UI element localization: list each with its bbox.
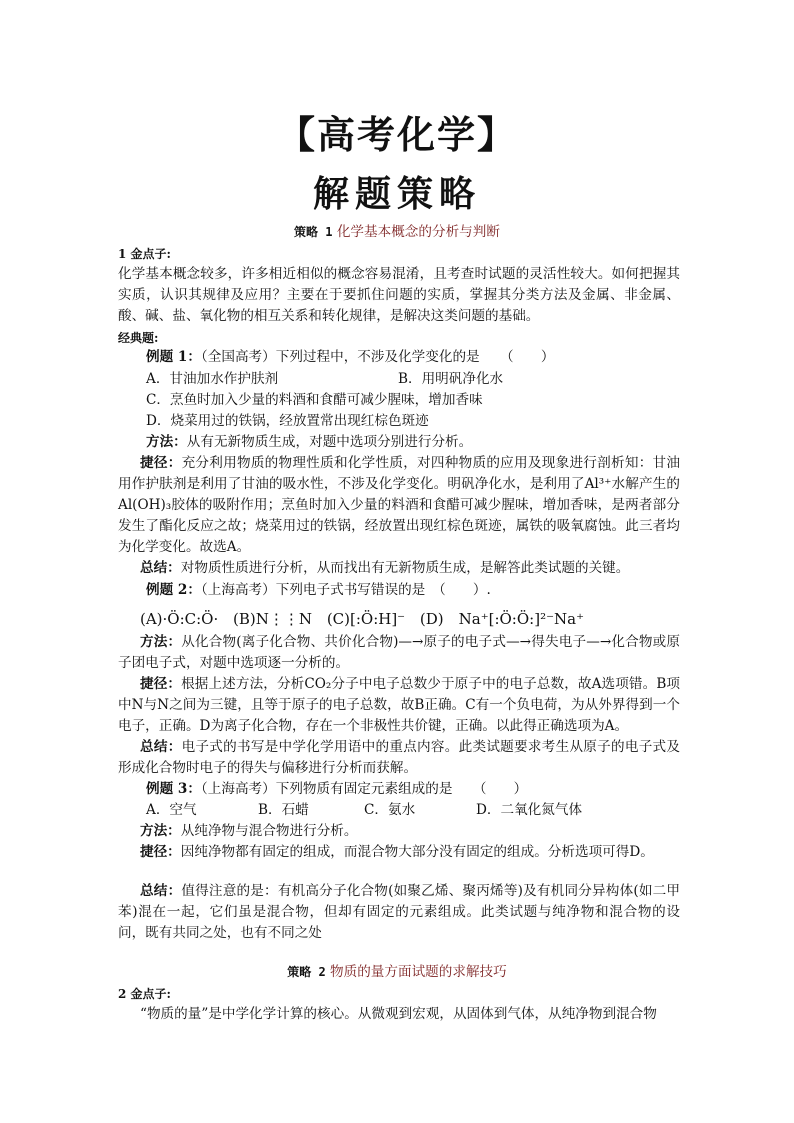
example-2-summary	[118, 737, 680, 779]
example-1-method-text: 从有无新物质生成，对题中选项分别进行分析。	[186, 434, 473, 450]
example-2-shortcut-text: 根据上述方法，分析CO₂分子中电子总数少于原子中的电子总数，故A选项错。B项中N与N之间为三键，且等于原子的电子总数，故B正确。C有一个负电荷，为从外界得到一个电子，正确。D为离子化合物，存在一个非极性共价键，正确。以此得正确选项为A。	[118, 676, 680, 734]
gold-point-2-label: 2 金点子:	[118, 987, 171, 1001]
example-1-summary-label: 总结：	[140, 560, 181, 576]
example-1-option-a: A．甘油加水作护肤剂	[146, 371, 279, 387]
example-1-option-b: B．用明矾净化水	[398, 371, 504, 387]
formula-option-a: (A)·Ö:C:Ö·	[140, 610, 219, 628]
example-2-summary-text: 电子式的书写是中学化学用语中的重点内容。此类试题要求考生从原子的电子式及形成化合物时电子的得失与偏移进行分析而获解。	[118, 739, 681, 776]
example-1-question: （全国高考）下列过程中，不涉及化学变化的是 （ ）	[200, 349, 555, 365]
example-3-shortcut	[118, 842, 702, 863]
example-3-shortcut-text: 因纯净物都有固定的组成，而混合物大部分没有固定的组成。分析选项可得D。	[180, 844, 654, 860]
example-1-summary	[118, 558, 702, 579]
strategy-2-intro: “物质的量”是中学化学计算的核心。从微观到宏观，从固体到气体，从纯净物到混合物	[140, 1006, 657, 1022]
example-3-method-text: 从纯净物与混合物进行分析。	[180, 823, 358, 839]
formula-option-c: (C)[:Ö:H]⁻	[326, 610, 406, 628]
example-1-method	[118, 432, 708, 453]
example-1-label: 例题 1：	[146, 349, 201, 365]
strategy-1-label: 策略 1	[294, 225, 333, 239]
example-3-shortcut-label: 捷径：	[140, 844, 181, 860]
example-3-options	[118, 800, 708, 821]
gold-point-1-label: 1 金点子:	[118, 247, 171, 261]
example-3-summary-text: 值得注意的是：有机高分子化合物(如聚乙烯、聚丙烯等)及有机同分异构体(如二甲苯)混在一起，它们虽是混合物，但却有固定的元素组成。此类试题与纯净物和混合物的设问，既有共同之处，也有不同之处	[118, 883, 681, 941]
strategy-1-heading	[0, 222, 794, 243]
example-1-options-ab	[118, 369, 708, 390]
strategy-1-title: 化学基本概念的分析与判断	[336, 224, 500, 240]
example-1-shortcut-text: 充分利用物质的物理性质和化学性质，对四种物质的应用及现象进行剖析知：甘油用作护肤剂是利用了甘油的吸水性，不涉及化学变化。明矾净化水，是利用了Al³⁺水解产生的Al(OH)₃胶体的吸附作用；烹鱼时加入少量的料酒和食醋可减少腥味，增加香味，是两者部分发生了酯化反应之故；烧菜用过的铁锅，经放置出现红棕色斑迹，属铁的吸氧腐蚀。此三者均为化学变化。故选A。	[118, 455, 681, 555]
strategy-2-title: 物质的量方面试题的求解技巧	[330, 964, 507, 980]
example-3-option-b: B．石蜡	[258, 802, 309, 818]
example-1-shortcut-label: 捷径：	[140, 455, 182, 471]
example-2-shortcut	[118, 674, 680, 737]
example-2-stem	[118, 580, 708, 601]
electron-formula-options	[140, 608, 594, 629]
example-2-method	[118, 632, 680, 674]
strategy-2-label: 策略 2	[287, 965, 326, 979]
example-2-label: 例题 2：	[146, 582, 201, 598]
example-2-question: （上海高考）下列电子式书写错误的是 （ ）.	[200, 582, 491, 598]
document-title: 【高考化学】	[276, 112, 517, 157]
example-3-summary-label: 总结：	[140, 883, 182, 899]
example-3-method-label: 方法：	[140, 823, 181, 839]
formula-option-b: (B)N⋮⋮N	[233, 610, 313, 628]
example-1-option-d: D．烧菜用过的铁锅，经放置常出现红棕色斑迹	[146, 413, 429, 429]
example-3-option-a: A．空气	[146, 802, 197, 818]
example-2-summary-label: 总结：	[140, 739, 182, 755]
example-3-method	[118, 821, 702, 842]
strategy-2-heading	[0, 962, 794, 983]
example-2-method-text: 从化合物(离子化合物、共价化合物)—→原子的电子式—→得失电子—→化合物或原子团电子式，对题中选项逐一分析的。	[118, 634, 681, 671]
example-3-summary	[118, 881, 680, 944]
example-2-shortcut-label: 捷径：	[140, 676, 182, 692]
example-1-method-label: 方法：	[146, 434, 187, 450]
example-1-shortcut	[118, 453, 680, 558]
example-3-label: 例题 3：	[146, 781, 201, 797]
example-1-option-c: C．烹鱼时加入少量的料酒和食醋可减少腥味，增加香味	[146, 392, 483, 408]
example-3-option-d: D．二氧化氮气体	[476, 802, 583, 818]
example-1-stem	[118, 347, 708, 368]
example-3-option-c: C．氨水	[364, 802, 416, 818]
example-2-method-label: 方法：	[140, 634, 182, 650]
classic-label: 经典题:	[118, 331, 159, 345]
strategy-1-intro: 化学基本概念较多，许多相近相似的概念容易混淆，且考查时试题的灵活性较大。如何把握其实质，认识其规律及应用？主要在于要抓住问题的实质，掌握其分类方法及金属、非金属、酸、碱、盐、氧化物的相互关系和转化规律，是解决这类问题的基础。	[118, 266, 680, 324]
formula-option-d: (D) Na⁺[:Ö:Ö:]²⁻Na⁺	[419, 610, 584, 628]
document-subtitle: 解题策略	[312, 173, 481, 215]
example-3-stem	[118, 779, 708, 800]
example-3-question: （上海高考）下列物质有固定元素组成的是 （ ）	[200, 781, 528, 797]
example-1-summary-text: 对物质性质进行分析，从而找出有无新物质生成，是解答此类试题的关键。	[180, 560, 630, 576]
